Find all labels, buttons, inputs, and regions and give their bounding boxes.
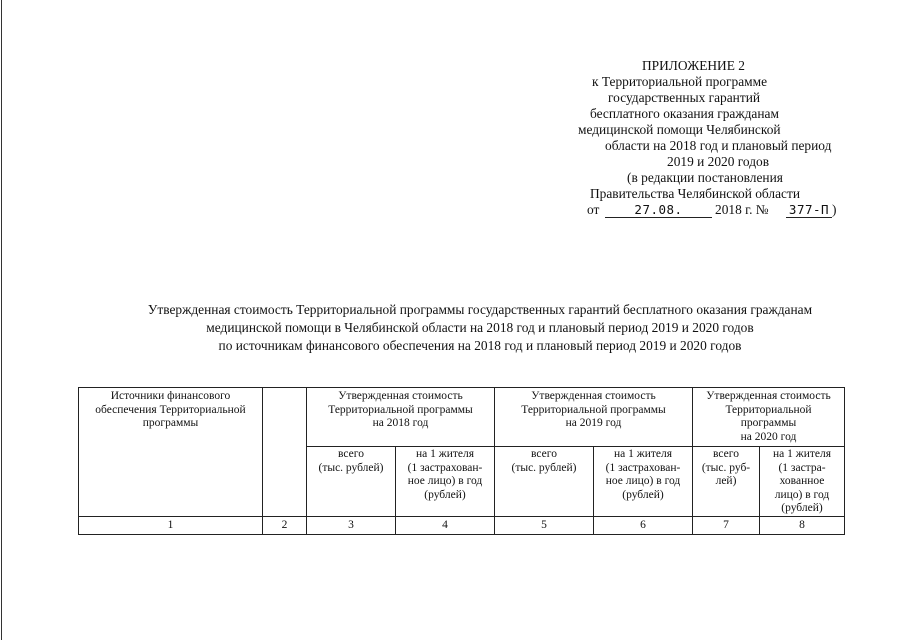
appendix-line: (в редакции постановления xyxy=(627,170,783,185)
column-number: 8 xyxy=(760,517,845,535)
header-2019: Утвержденная стоимость Территориальной программы на 2019 год xyxy=(495,388,693,447)
appendix-line: бесплатного оказания гражданам xyxy=(590,106,779,121)
subheader-per-capita-2019: на 1 жителя (1 застрахован- ное лицо) в год (рублей) xyxy=(594,447,693,517)
column-number: 3 xyxy=(307,517,396,535)
column-numbers-row xyxy=(79,517,845,535)
column-number: 6 xyxy=(594,517,693,535)
column-number: 2 xyxy=(263,517,307,535)
header-2018: Утвержденная стоимость Территориальной программы на 2018 год xyxy=(307,388,495,447)
appendix-block xyxy=(560,58,860,218)
column-number: 5 xyxy=(495,517,594,535)
title-line: медицинской помощи в Челябинской области на 2018 год и плановый период 2019 и 2020 годов xyxy=(206,320,754,335)
document-title xyxy=(60,301,900,355)
subheader-total-2018: всего (тыс. рублей) xyxy=(307,447,396,517)
title-line: Утвержденная стоимость Территориальной программы государственных гарантий бесплатного оказания гражданам xyxy=(147,302,813,317)
appendix-line: к Территориальной программе xyxy=(592,74,768,89)
close-paren: ) xyxy=(832,202,837,217)
subheader-per-capita-2020: на 1 жителя (1 застра- хованное лицо) в год (рублей) xyxy=(760,447,845,517)
column-number: 4 xyxy=(396,517,495,535)
column-number: 7 xyxy=(693,517,760,535)
column-number: 1 xyxy=(79,517,263,535)
year-label: 2018 г. № xyxy=(715,202,769,217)
header-row xyxy=(79,388,845,447)
header-sources: Источники финансового обеспечения Территориальной программы xyxy=(79,388,263,517)
appendix-line: медицинской помощи Челябинской xyxy=(578,122,781,137)
date-field xyxy=(605,202,712,218)
funding-sources-table xyxy=(78,387,845,535)
appendix-line: области на 2018 год и плановый период xyxy=(605,138,832,153)
appendix-line: 2019 и 2020 годов xyxy=(667,154,770,169)
header-2020: Утвержденная стоимость Территориальной программы на 2020 год xyxy=(693,388,845,447)
page-left-edge xyxy=(1,0,2,640)
appendix-line: государственных гарантий xyxy=(608,90,761,105)
title-line: по источникам финансового обеспечения на 2018 год и плановый период 2019 и 2020 годов xyxy=(218,338,742,353)
subheader-per-capita-2018: на 1 жителя (1 застрахован- ное лицо) в год (рублей) xyxy=(396,447,495,517)
date-value: 27.08. xyxy=(634,202,683,217)
appendix-heading: ПРИЛОЖЕНИЕ 2 xyxy=(642,58,745,73)
number-value: 377-П xyxy=(788,202,830,217)
appendix-line: Правительства Челябинской области xyxy=(590,186,800,201)
number-field xyxy=(786,202,832,218)
from-label: от xyxy=(587,202,600,217)
header-empty xyxy=(263,388,307,517)
subheader-total-2020: всего (тыс. руб- лей) xyxy=(693,447,760,517)
subheader-total-2019: всего (тыс. рублей) xyxy=(495,447,594,517)
